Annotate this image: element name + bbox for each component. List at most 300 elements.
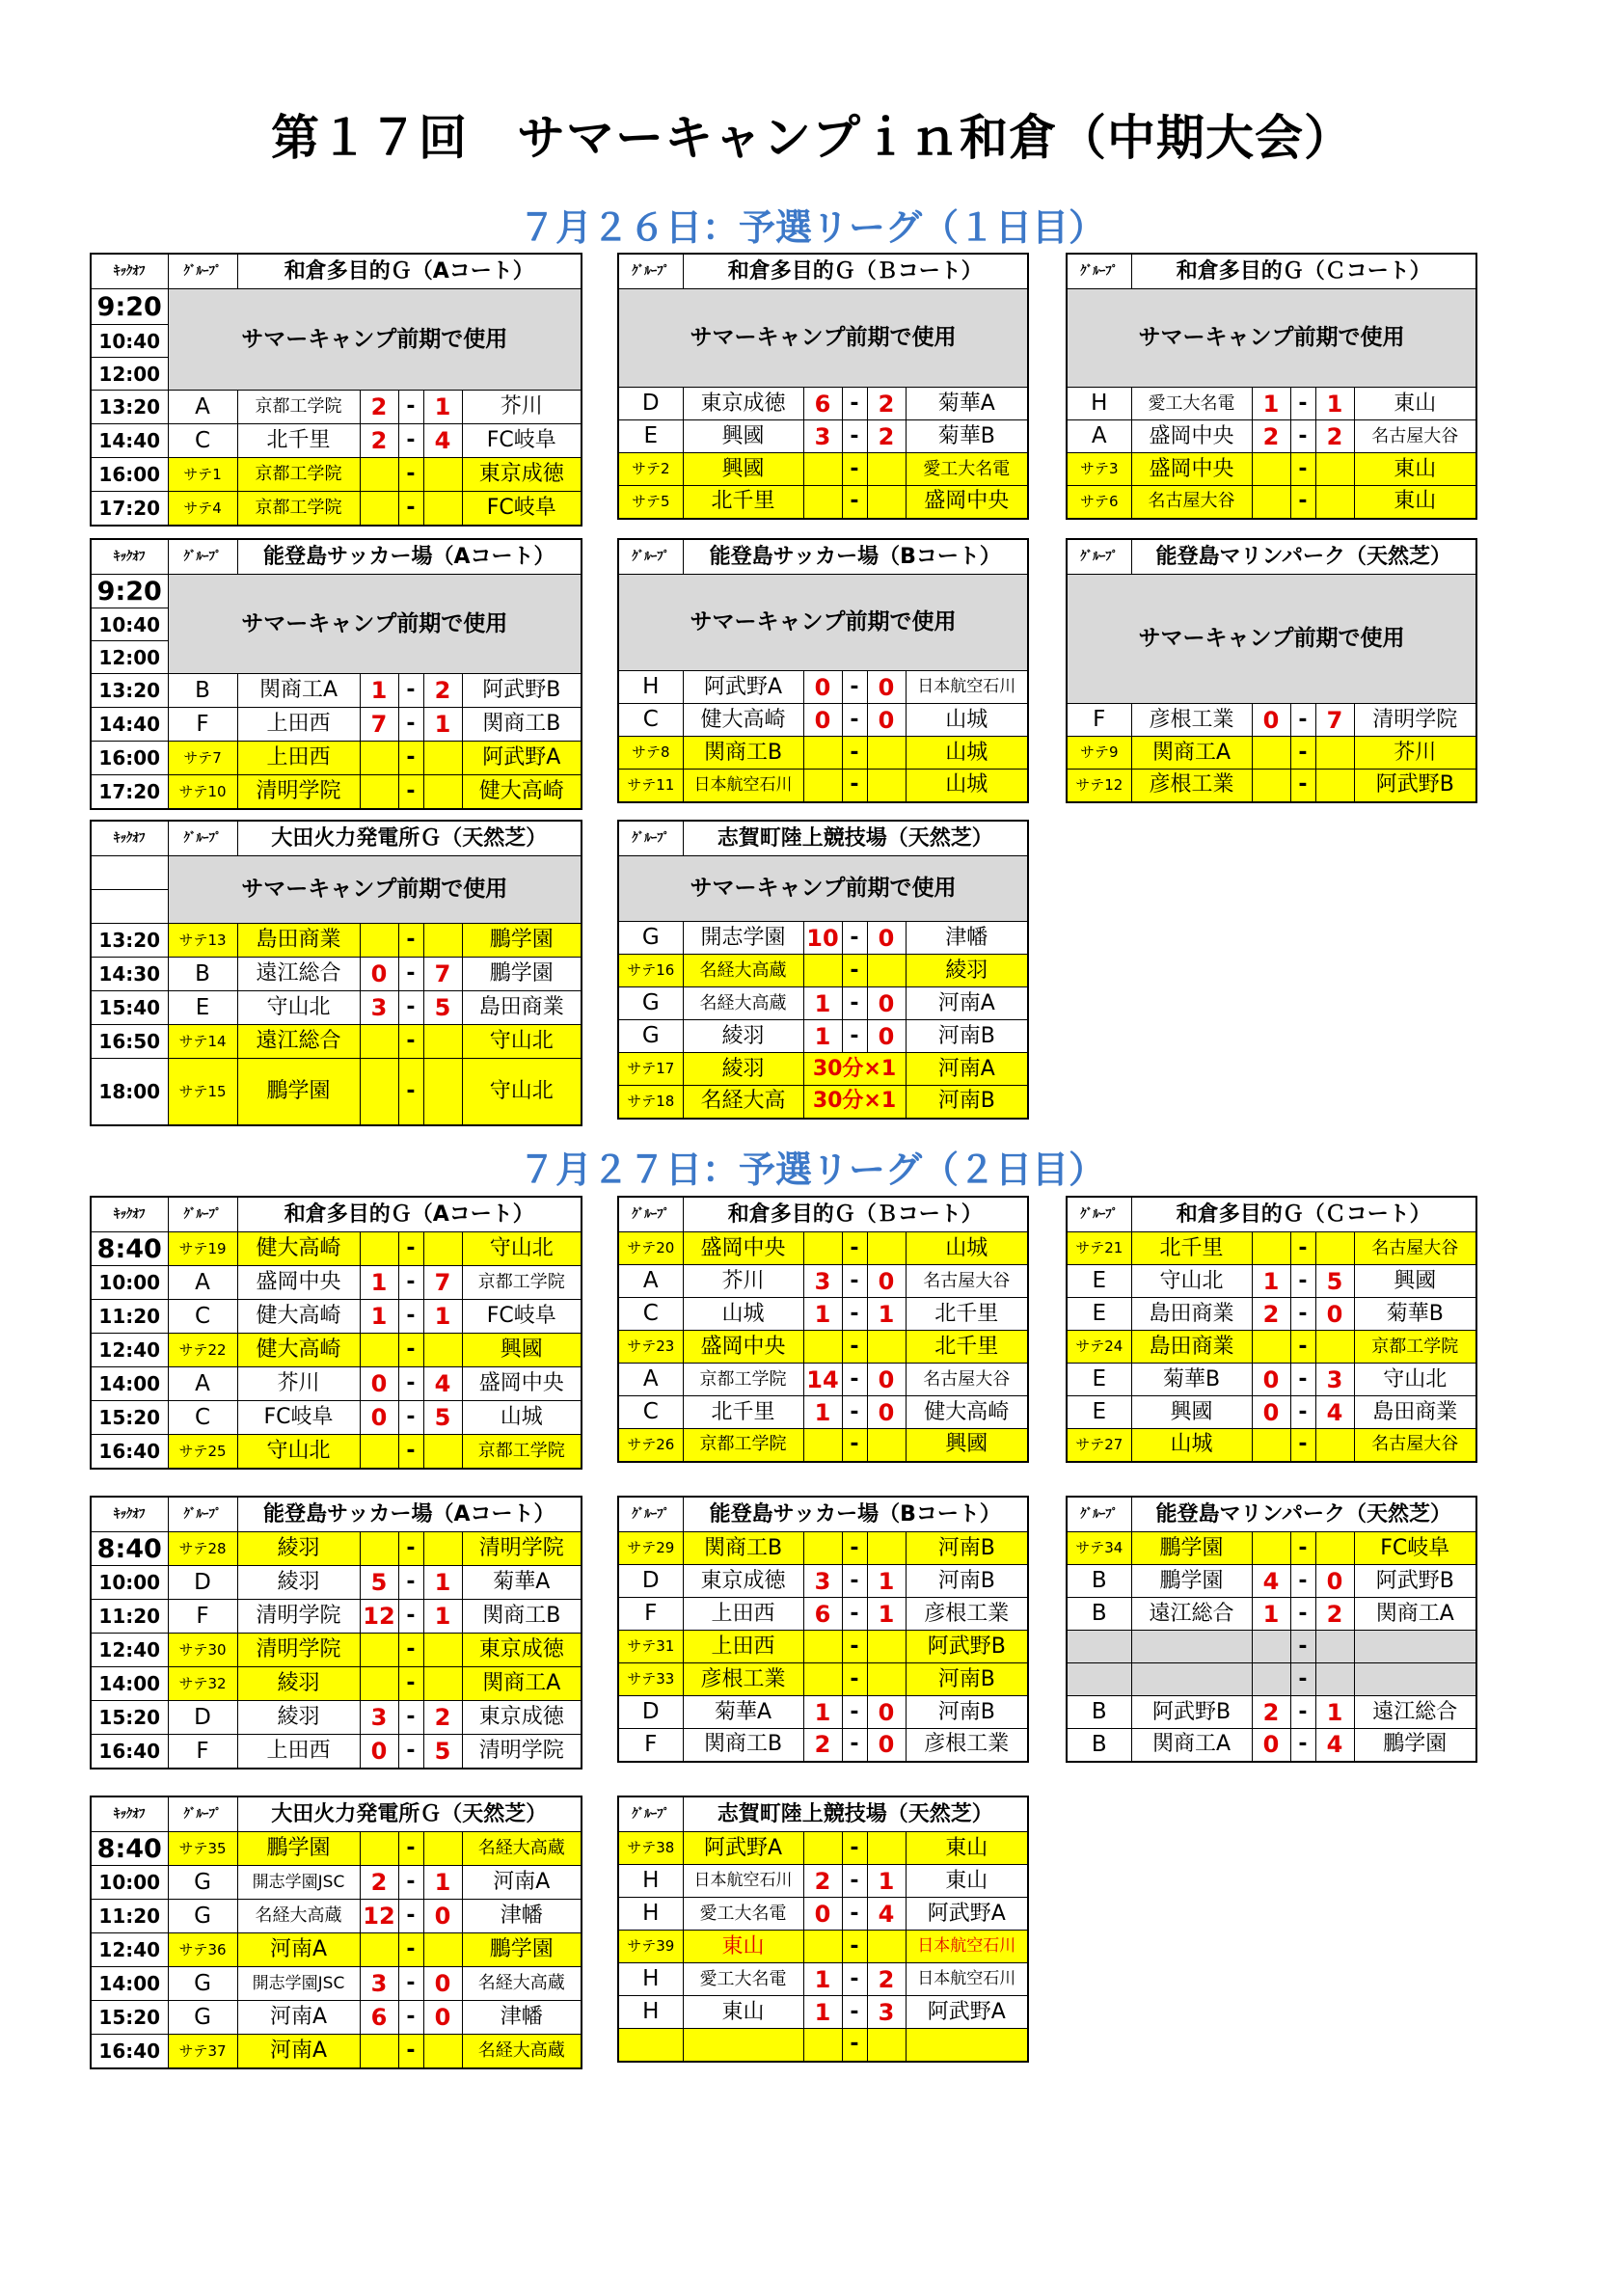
score-separator: - (398, 1600, 423, 1634)
group-header: ｸﾞﾙｰﾌﾟ (618, 1497, 683, 1532)
home-team: 名古屋大谷 (1131, 486, 1252, 519)
group-label: G (168, 2001, 237, 2035)
away-score (423, 1059, 462, 1126)
kickoff-time: 11:20 (91, 1900, 168, 1933)
away-score (867, 1832, 906, 1865)
home-score: 0 (360, 958, 398, 991)
match-row (91, 1701, 582, 1735)
score-separator: - (1290, 1331, 1315, 1364)
home-score (1252, 486, 1290, 519)
header-row (1067, 1197, 1476, 1232)
home-score (360, 1059, 398, 1126)
home-team: 綾羽 (683, 1020, 803, 1053)
blank-cell (1315, 1663, 1354, 1696)
away-team: 東京成徳 (462, 1634, 582, 1667)
home-score: 2 (360, 391, 398, 424)
court-name-header: 志賀町陸上競技場（天然芝） (683, 1796, 1028, 1832)
home-team: 遠江総合 (237, 958, 360, 991)
group-label: サテ29 (618, 1532, 683, 1565)
away-score: 0 (867, 704, 906, 737)
match-row (1067, 1396, 1476, 1429)
home-team: FC岐阜 (237, 1401, 360, 1435)
kickoff-time: 11:20 (91, 1300, 168, 1334)
home-score: 0 (360, 1735, 398, 1769)
score-separator: - (842, 1429, 867, 1462)
group-label: サテ2 (618, 453, 683, 486)
score-separator: - (842, 704, 867, 737)
away-score (867, 1631, 906, 1663)
group-label: D (618, 1565, 683, 1598)
reserved-row (91, 575, 582, 608)
away-score (1315, 486, 1354, 519)
kickoff-time: 16:00 (91, 458, 168, 492)
away-score: 4 (1315, 1729, 1354, 1762)
away-score (423, 1933, 462, 1967)
away-score (423, 924, 462, 958)
header-row (1067, 1497, 1476, 1532)
group-label: C (168, 424, 237, 458)
group-label: サテ20 (618, 1232, 683, 1265)
home-team: 関商工B (683, 1532, 803, 1565)
away-score (867, 486, 906, 519)
match-row (91, 1300, 582, 1334)
away-score (423, 1667, 462, 1701)
away-score (867, 1331, 906, 1364)
score-separator: - (1290, 1298, 1315, 1331)
score-separator: - (398, 991, 423, 1025)
match-row (618, 486, 1028, 519)
reserved-row (618, 575, 1028, 608)
match-row (91, 1866, 582, 1900)
group-label: B (1067, 1565, 1131, 1598)
away-score (1315, 1232, 1354, 1265)
away-team: FC岐阜 (462, 424, 582, 458)
away-score (867, 2029, 906, 2062)
score-separator: - (842, 1729, 867, 1762)
home-team: 名経大高蔵 (683, 955, 803, 987)
group-label: E (168, 991, 237, 1025)
match-row (618, 1532, 1028, 1565)
d2-court-b1 (90, 1496, 582, 1769)
group-label: サテ18 (618, 1086, 683, 1119)
score-separator: - (398, 1933, 423, 1967)
group-label: D (168, 1701, 237, 1735)
away-score: 1 (867, 1565, 906, 1598)
match-row (618, 1298, 1028, 1331)
score-separator: - (1290, 1598, 1315, 1631)
reserved-notice: サマーキャンプ前期で使用 (618, 856, 1028, 922)
away-team: 清明学院 (1354, 704, 1476, 737)
court-name-header: 和倉多目的Ｇ（Aコート） (237, 254, 582, 289)
home-score: 3 (360, 1701, 398, 1735)
home-score: 12 (360, 1600, 398, 1634)
home-team: 綾羽 (237, 1667, 360, 1701)
score-separator: - (398, 2035, 423, 2069)
score-separator: - (842, 1898, 867, 1931)
home-team: 東京成徳 (683, 388, 803, 420)
away-team: FC岐阜 (462, 492, 582, 527)
home-score: 5 (360, 1566, 398, 1600)
group-label: G (618, 987, 683, 1020)
home-score: 1 (360, 1300, 398, 1334)
match-row (1067, 1265, 1476, 1298)
score-separator: - (398, 1025, 423, 1059)
score-separator: - (842, 1331, 867, 1364)
home-score: 2 (803, 1865, 842, 1898)
group-label: H (1067, 388, 1131, 420)
away-team: 名古屋大谷 (1354, 1232, 1476, 1265)
home-team: 鵬学園 (1131, 1532, 1252, 1565)
away-team: 島田商業 (1354, 1396, 1476, 1429)
match-row (91, 1832, 582, 1866)
away-score: 5 (423, 1735, 462, 1769)
away-team: 京都工学院 (462, 1435, 582, 1470)
match-row (1067, 1729, 1476, 1762)
kickoff-time: 13:20 (91, 674, 168, 708)
away-score: 2 (1315, 1598, 1354, 1631)
away-team (906, 2029, 1028, 2062)
score-separator: - (1290, 453, 1315, 486)
away-team: 菊華B (906, 420, 1028, 453)
match-note: 30分×1 (803, 1086, 906, 1119)
away-team: 名古屋大谷 (1354, 1429, 1476, 1462)
home-score: 1 (360, 1266, 398, 1300)
match-row (91, 1266, 582, 1300)
group-label: A (618, 1364, 683, 1396)
group-label: サテ25 (168, 1435, 237, 1470)
group-label: サテ26 (618, 1429, 683, 1462)
group-label: F (618, 1598, 683, 1631)
header-row (91, 539, 582, 575)
away-team: 綾羽 (906, 955, 1028, 987)
home-score (360, 742, 398, 775)
group-label: サテ38 (618, 1832, 683, 1865)
header-row (91, 254, 582, 289)
group-label: E (1067, 1265, 1131, 1298)
away-score (867, 1532, 906, 1565)
away-team: 関商工B (462, 708, 582, 742)
court-name-header: 能登島サッカー場（Aコート） (237, 539, 582, 575)
home-team: 芥川 (237, 1367, 360, 1401)
home-score: 2 (1252, 1696, 1290, 1729)
home-team: 綾羽 (237, 1566, 360, 1600)
match-row (91, 1667, 582, 1701)
score-separator: - (398, 1701, 423, 1735)
away-team: 津幡 (906, 922, 1028, 955)
kickoff-header: ｷｯｸｵﾌ (91, 539, 168, 575)
away-team: 名古屋大谷 (1354, 420, 1476, 453)
match-row (1067, 1331, 1476, 1364)
home-team: 盛岡中央 (1131, 453, 1252, 486)
away-score: 7 (423, 958, 462, 991)
score-separator: - (1290, 388, 1315, 420)
day2-heading: ７月２７日：予選リーグ（２日目） (518, 1148, 1105, 1191)
kickoff-time: 12:40 (91, 1634, 168, 1667)
away-team: 菊華B (1354, 1298, 1476, 1331)
away-score: 0 (867, 1020, 906, 1053)
home-score: 1 (803, 1996, 842, 2029)
away-score (867, 955, 906, 987)
away-team: 河南A (906, 1053, 1028, 1086)
court-name-header: 能登島マリンパーク（天然芝） (1131, 539, 1476, 575)
away-score (867, 770, 906, 802)
group-label: サテ30 (168, 1634, 237, 1667)
reserved-row (1067, 289, 1476, 324)
away-team: 遠江総合 (1354, 1696, 1476, 1729)
match-row (91, 742, 582, 775)
away-score (423, 742, 462, 775)
home-team: 上田西 (237, 742, 360, 775)
group-header: ｸﾞﾙｰﾌﾟ (1067, 254, 1131, 289)
d1-court-c1 (90, 820, 582, 1126)
kickoff-time: 10:00 (91, 1266, 168, 1300)
away-score: 0 (1315, 1298, 1354, 1331)
score-separator: - (842, 987, 867, 1020)
kickoff-time: 12:40 (91, 1334, 168, 1367)
group-label: E (618, 420, 683, 453)
away-team: 守山北 (462, 1059, 582, 1126)
group-label: サテ19 (168, 1232, 237, 1266)
away-team: 阿武野A (906, 1996, 1028, 2029)
match-row (1067, 1565, 1476, 1598)
away-score: 1 (423, 391, 462, 424)
home-team: 彦根工業 (1131, 704, 1252, 737)
home-score: 12 (360, 1900, 398, 1933)
group-label: サテ3 (1067, 453, 1131, 486)
group-label: A (168, 391, 237, 424)
group-label: H (618, 671, 683, 704)
home-score: 1 (1252, 1598, 1290, 1631)
away-score: 2 (423, 674, 462, 708)
home-team: 名経大高蔵 (237, 1900, 360, 1933)
home-score: 2 (360, 1866, 398, 1900)
blank-cell (1315, 1631, 1354, 1663)
home-team: 守山北 (237, 1435, 360, 1470)
home-team: 盛岡中央 (683, 1232, 803, 1265)
home-score: 2 (1252, 1298, 1290, 1331)
away-team: 河南A (906, 987, 1028, 1020)
away-team: 津幡 (462, 1900, 582, 1933)
away-score (423, 1232, 462, 1266)
home-score (803, 1663, 842, 1696)
group-label: H (618, 1996, 683, 2029)
header-row (91, 1197, 582, 1232)
home-score (360, 1832, 398, 1866)
home-score: 0 (1252, 704, 1290, 737)
kickoff-time: 9:20 (91, 289, 168, 325)
score-separator: - (398, 1967, 423, 2001)
home-team: 北千里 (683, 1396, 803, 1429)
group-label: E (1067, 1364, 1131, 1396)
kickoff-time: 14:00 (91, 1967, 168, 2001)
away-team: 河南B (906, 1532, 1028, 1565)
away-score: 0 (867, 1396, 906, 1429)
home-score (360, 1667, 398, 1701)
home-team: 愛工大名電 (1131, 388, 1252, 420)
home-team: 東山 (683, 1931, 803, 1963)
home-score (803, 453, 842, 486)
group-label: サテ35 (168, 1832, 237, 1866)
match-row (618, 671, 1028, 704)
away-team: 名古屋大谷 (906, 1265, 1028, 1298)
away-team: 名経大高蔵 (462, 2035, 582, 2069)
group-label: E (1067, 1298, 1131, 1331)
home-score: 3 (803, 1565, 842, 1598)
score-separator: - (398, 1832, 423, 1866)
match-row (618, 1996, 1028, 2029)
away-team: 北千里 (906, 1331, 1028, 1364)
home-score: 2 (360, 424, 398, 458)
home-team: 彦根工業 (683, 1663, 803, 1696)
kickoff-time: 12:40 (91, 1933, 168, 1967)
d2-court-b3 (1066, 1496, 1477, 1763)
away-score: 1 (867, 1298, 906, 1331)
kickoff-time: 10:40 (91, 325, 168, 358)
kickoff-time: 14:00 (91, 1667, 168, 1701)
away-score (867, 1663, 906, 1696)
home-score: 1 (360, 674, 398, 708)
header-row (618, 254, 1028, 289)
home-team: 関商工B (683, 737, 803, 770)
d2-court-a3 (1066, 1196, 1477, 1463)
group-label: サテ16 (618, 955, 683, 987)
match-row (618, 1331, 1028, 1364)
group-label: H (618, 1865, 683, 1898)
group-label (618, 2029, 683, 2062)
home-team: 清明学院 (237, 1600, 360, 1634)
away-team: 健大高崎 (906, 1396, 1028, 1429)
group-label: サテ23 (618, 1331, 683, 1364)
match-row (618, 987, 1028, 1020)
score-separator: - (1290, 770, 1315, 802)
match-row (91, 1025, 582, 1059)
away-team: 守山北 (462, 1232, 582, 1266)
home-team: 菊華B (1131, 1364, 1252, 1396)
home-team: 綾羽 (237, 1701, 360, 1735)
match-row (1067, 453, 1476, 486)
match-row (91, 674, 582, 708)
match-row (1067, 388, 1476, 420)
home-score: 2 (803, 1729, 842, 1762)
score-separator: - (398, 492, 423, 527)
match-row (91, 1334, 582, 1367)
home-team: 名経大高 (683, 1086, 803, 1119)
away-team: 名経大高蔵 (462, 1832, 582, 1866)
group-header: ｸﾞﾙｰﾌﾟ (618, 1796, 683, 1832)
away-score (423, 492, 462, 527)
score-separator: - (398, 1866, 423, 1900)
match-row (1067, 704, 1476, 737)
reserved-row (91, 289, 582, 325)
match-row (618, 922, 1028, 955)
home-team: 関商工B (683, 1729, 803, 1762)
score-separator: - (1290, 1729, 1315, 1762)
away-team: 京都工学院 (1354, 1331, 1476, 1364)
kickoff-time: 10:00 (91, 1566, 168, 1600)
away-score: 1 (867, 1598, 906, 1631)
match-row (618, 704, 1028, 737)
group-label: サテ5 (618, 486, 683, 519)
away-team: 河南B (906, 1696, 1028, 1729)
reserved-notice: サマーキャンプ前期で使用 (618, 289, 1028, 388)
match-row (91, 1532, 582, 1566)
group-label: A (1067, 420, 1131, 453)
home-team: 上田西 (237, 1735, 360, 1769)
court-name-header: 大田火力発電所Ｇ（天然芝） (237, 821, 582, 856)
home-team: 島田商業 (1131, 1331, 1252, 1364)
score-separator: - (842, 2029, 867, 2062)
home-score (360, 1933, 398, 1967)
match-row (91, 958, 582, 991)
score-separator: - (398, 742, 423, 775)
home-score: 3 (803, 420, 842, 453)
score-separator: - (398, 391, 423, 424)
home-score: 7 (360, 708, 398, 742)
kickoff-header: ｷｯｸｵﾌ (91, 1497, 168, 1532)
match-row (91, 492, 582, 527)
group-header: ｸﾞﾙｰﾌﾟ (1067, 1497, 1131, 1532)
header-row (1067, 254, 1476, 289)
away-team: 鵬学園 (462, 1933, 582, 1967)
score-separator: - (842, 486, 867, 519)
score-separator: - (842, 1663, 867, 1696)
blank-cell (1067, 1631, 1131, 1663)
away-team: 芥川 (462, 391, 582, 424)
home-score (360, 1532, 398, 1566)
match-row (1067, 1598, 1476, 1631)
group-label: サテ22 (168, 1334, 237, 1367)
match-row (618, 1598, 1028, 1631)
kickoff-time: 10:00 (91, 1866, 168, 1900)
header-row (91, 821, 582, 856)
kickoff-header: ｷｯｸｵﾌ (91, 254, 168, 289)
score-separator: - (842, 1396, 867, 1429)
group-label: B (168, 674, 237, 708)
home-team: 日本航空石川 (683, 770, 803, 802)
score-separator: - (398, 1059, 423, 1126)
away-score: 0 (867, 1696, 906, 1729)
score-separator: - (1290, 1265, 1315, 1298)
match-row (91, 1634, 582, 1667)
away-score: 1 (867, 1865, 906, 1898)
away-score: 0 (423, 1967, 462, 2001)
home-score (360, 1232, 398, 1266)
blank-cell (1252, 1631, 1290, 1663)
match-row (618, 1832, 1028, 1865)
blank-cell (1131, 1631, 1252, 1663)
match-row (91, 424, 582, 458)
blank-cell (1131, 1663, 1252, 1696)
away-score: 0 (423, 1900, 462, 1933)
away-team: 河南A (462, 1866, 582, 1900)
away-team: 東山 (1354, 453, 1476, 486)
home-team (683, 2029, 803, 2062)
away-score (423, 1832, 462, 1866)
group-label: F (168, 1600, 237, 1634)
group-label: サテ14 (168, 1025, 237, 1059)
score-separator: - (1290, 1396, 1315, 1429)
score-separator: - (842, 1265, 867, 1298)
away-team: 東京成徳 (462, 458, 582, 492)
court-name-header: 能登島サッカー場（Aコート） (237, 1497, 582, 1532)
match-row (1067, 420, 1476, 453)
away-team: 清明学院 (462, 1735, 582, 1769)
home-team: 開志学園JSC (237, 1967, 360, 2001)
group-header: ｸﾞﾙｰﾌﾟ (1067, 539, 1131, 575)
home-team: 上田西 (237, 708, 360, 742)
home-score: 0 (360, 1367, 398, 1401)
home-team: 河南A (237, 2035, 360, 2069)
